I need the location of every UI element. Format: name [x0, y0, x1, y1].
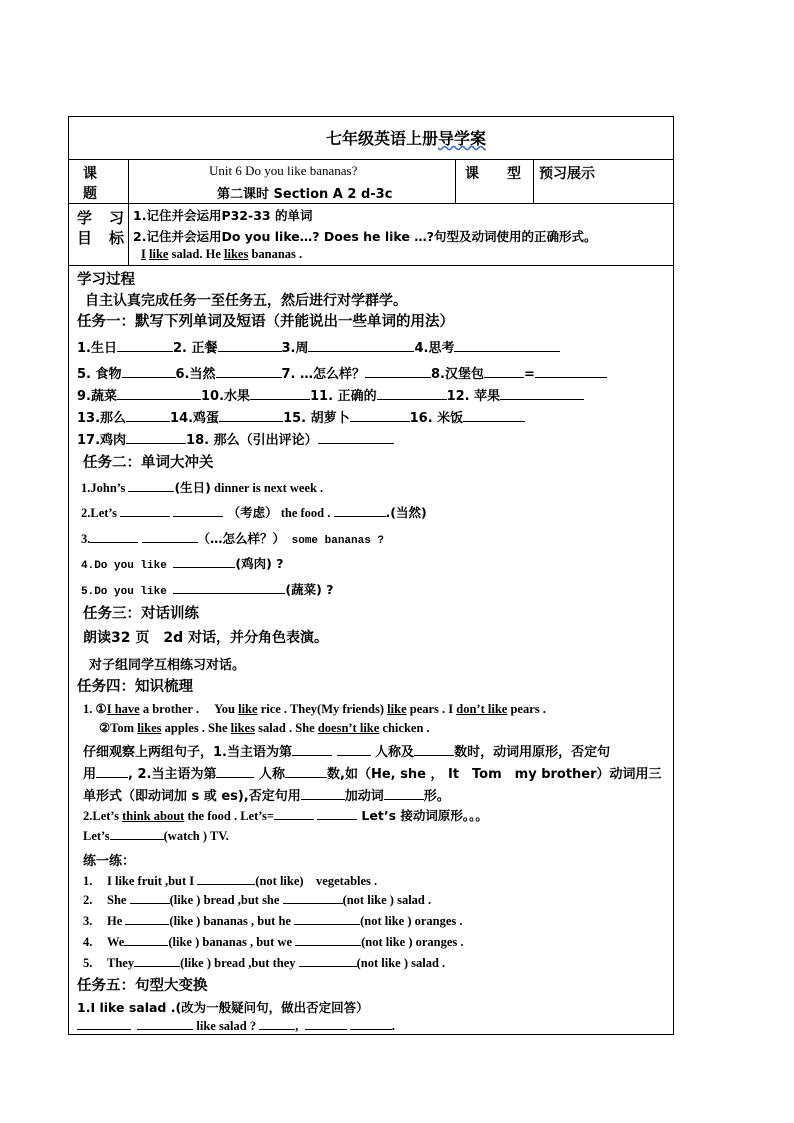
rule-goals	[69, 265, 673, 266]
task1-row-3: 9.蔬菜 10.水果 11. 正确的 12. 苹果	[77, 385, 584, 404]
subject-label-1: 课	[83, 166, 97, 182]
task1-row-5: 17.鸡肉 18. 那么（引出评论）	[77, 429, 394, 448]
task3-heading: 任务三：对话训练	[83, 606, 199, 622]
rule-header	[69, 203, 673, 204]
task4-heading: 任务四：知识梳理	[77, 679, 193, 695]
task2-item-4: 4.Do you like (鸡肉) ?	[81, 556, 284, 572]
goal-2: 2.记住并会运用Do you like…? Does he like …?句型及动词使用的正确形式。	[133, 229, 597, 244]
subject-label-2: 题	[83, 186, 97, 202]
type-label: 课 型	[465, 166, 521, 182]
task2-item-1: 1.John’s (生日) dinner is next week .	[81, 480, 324, 495]
task2-item-2: 2.Let’s （考虑） the food . .(当然)	[81, 505, 427, 520]
goal-3: I like salad. He likes bananas .	[141, 247, 303, 261]
worksheet	[68, 116, 674, 1035]
task5-answer-1: like salad ? , .	[77, 1018, 395, 1034]
goal-1: 1.记住并会运用P32-33 的单词	[133, 208, 313, 223]
practice-5: 5. They (like ) bread ,but they (not like ) salad .	[83, 956, 446, 970]
task4-sentence-2: ②Tom likes apples . She likes salad . She doesn’t like chicken .	[99, 721, 430, 735]
task4-rule-2: 用 , 2.当主语为第 人称 数,如（He, she ， It Tom my brother）动词用三	[83, 767, 662, 782]
task1-row-1: 1.生日 2. 正餐 3.周 4.思考	[77, 337, 560, 356]
task4-rule-3: 单形式（即动词加 s 或 es),否定句用 加动词 形。	[83, 789, 450, 804]
task4-lets-example: Let’s (watch ) TV.	[83, 829, 229, 843]
title-text: 七年级英语上册	[325, 129, 438, 148]
rule-top	[69, 159, 673, 160]
task4-lets-rule: 2.Let’s think about the food . Let’s= Let’s 接动词原形。。。	[83, 808, 488, 823]
task5-heading: 任务五：句型大变换	[77, 978, 208, 994]
practice-1: 1. I like fruit ,but I (not like) vegetables .	[83, 874, 378, 888]
task2-item-5: 5.Do you like (蔬菜) ?	[81, 582, 334, 598]
task1-row-2: 5. 食物 6.当然 7. …怎么样？ 8.汉堡包 =	[77, 363, 607, 382]
task3-line-2: 对子组同学互相练习对话。	[89, 658, 246, 673]
task2-item-3: 3. （…怎么样？） some bananas ?	[81, 531, 385, 547]
col-divider-1	[128, 159, 129, 265]
task5-item-1: 1.I like salad .(改为一般疑问句，做出否定回答）	[77, 1000, 369, 1015]
col-divider-2	[455, 159, 456, 203]
process-heading: 学习过程	[77, 272, 135, 288]
col-divider-3	[533, 159, 534, 203]
goals-label-2: 目 标	[77, 229, 126, 247]
title-underlined: 导学案	[438, 129, 487, 148]
page-title	[69, 117, 673, 159]
practice-3: 3. He (like ) bananas , but he (not like ) oranges .	[83, 914, 463, 928]
task4-sentence-1: 1. ①I have a brother . You like rice . They(My friends) like pears . I don’t like pears .	[83, 702, 546, 716]
task3-line-1: 朗读32 页 2d 对话，并分角色表演。	[83, 630, 328, 646]
task4-rule-1: 仔细观察上两组句子，1.当主语为第 人称及 数时，动词用原形，否定句	[83, 745, 611, 760]
task2-heading: 任务二：单词大冲关	[83, 455, 214, 471]
type-value: 预习展示	[539, 166, 595, 182]
practice-4: 4. We (like ) bananas , but we (not like ) oranges .	[83, 935, 464, 949]
practice-heading: 练一练：	[83, 854, 136, 869]
task1-row-4: 13.那么 14.鸡蛋 15. 胡萝卜 16. 米饭	[77, 407, 525, 426]
process-intro: 自主认真完成任务一至任务五，然后进行对学群学。	[85, 293, 407, 309]
task1-heading: 任务一：默写下列单词及短语（并能说出一些单词的用法）	[77, 314, 454, 330]
practice-2: 2. She (like ) bread ,but she (not like ) salad .	[83, 893, 432, 907]
unit-title: Unit 6 Do you like bananas?	[209, 163, 358, 178]
section-title: 第二课时 Section A 2 d-3c	[217, 187, 393, 202]
goals-label-1: 学 习	[77, 209, 126, 227]
